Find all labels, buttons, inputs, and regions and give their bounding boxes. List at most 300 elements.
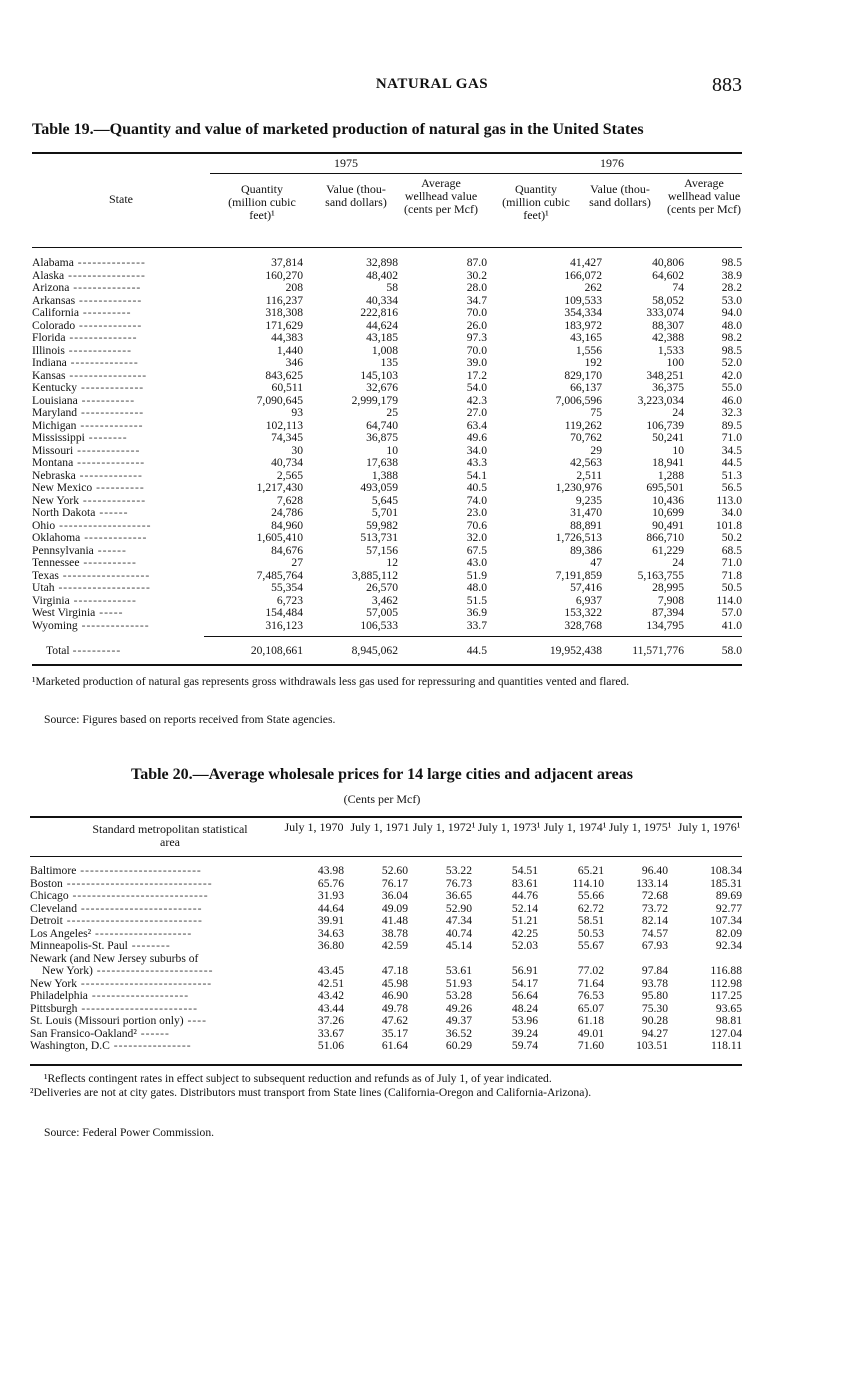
table19-header-rule — [32, 247, 742, 248]
table20-row — [30, 890, 742, 903]
state-name: California ---------- — [32, 307, 132, 319]
price-value: 62.72 — [577, 901, 604, 915]
state-name: New York ------------- — [32, 494, 147, 507]
table19-1975-rule — [210, 173, 482, 174]
price-value: 42.51 — [317, 976, 344, 990]
state-name: Ohio ------------------- — [32, 519, 152, 532]
price-value: 65.76 — [317, 876, 344, 890]
quantity-1975: 208 — [285, 281, 303, 294]
avg-1976: 52.0 — [721, 356, 742, 369]
quantity-1975: 116,237 — [265, 293, 303, 307]
table20-body — [30, 865, 742, 1053]
price-value: 117.25 — [710, 989, 742, 1002]
price-value: 82.14 — [641, 914, 668, 927]
value-1976: 1,288 — [657, 468, 684, 482]
quantity-1976: 153,322 — [564, 606, 602, 619]
value-1975: 493,059 — [360, 481, 398, 494]
avg-1975: 70.0 — [466, 343, 487, 357]
table20-row — [30, 1015, 742, 1028]
price-value: 53.96 — [511, 1014, 538, 1027]
total-avg-1975: 44.5 — [466, 644, 487, 657]
price-value: 43.42 — [317, 989, 344, 1002]
state-name: Utah ------------------- — [32, 582, 151, 594]
avg-1975: 70.0 — [466, 306, 487, 319]
value-1976: 24 — [672, 406, 684, 419]
table19-row — [32, 282, 742, 295]
price-value: 71.64 — [577, 976, 604, 990]
avg-1976: 98.2 — [721, 331, 742, 344]
state-name: Maryland ------------- — [32, 407, 145, 419]
area-name: Chicago ---------------------------- — [30, 890, 209, 902]
state-name: Louisiana ----------- — [32, 394, 136, 407]
value-1976: 5,163,755 — [637, 568, 684, 582]
quantity-1975: 6,723 — [276, 593, 303, 607]
avg-1976: 114.0 — [716, 593, 742, 607]
quantity-1975: 316,123 — [265, 618, 303, 632]
avg-1976: 28.2 — [721, 281, 742, 294]
value-1976: 50,241 — [652, 431, 684, 444]
area-name: Minneapolis-St. Paul -------- — [30, 940, 171, 952]
value-1975: 64,740 — [366, 418, 398, 432]
price-value: 49.01 — [577, 1026, 604, 1040]
state-name: Montana -------------- — [32, 457, 146, 469]
page-number: 883 — [712, 74, 742, 96]
avg-1976: 57.0 — [721, 606, 742, 619]
area-name: Pittsburgh ------------------------ — [30, 1002, 199, 1015]
price-value: 76.53 — [577, 989, 604, 1002]
state-name: Oklahoma ------------- — [32, 532, 148, 544]
price-value: 112.98 — [710, 976, 742, 990]
quantity-1975: 346 — [285, 356, 303, 369]
value-1975: 17,638 — [366, 456, 398, 469]
quantity-1976: 183,972 — [564, 318, 602, 332]
table20-row — [30, 1040, 742, 1053]
price-value: 51.93 — [445, 976, 472, 990]
state-name: Kansas ---------------- — [32, 369, 148, 382]
value-1976: 18,941 — [652, 456, 684, 469]
state-name: Illinois ------------- — [32, 344, 132, 357]
table19-header — [32, 155, 742, 247]
value-1975: 43,185 — [366, 331, 398, 344]
area-name: Newark (and New Jersey suburbs of — [30, 952, 199, 965]
quantity-1976: 1,556 — [575, 343, 602, 357]
price-value: 94.27 — [641, 1026, 668, 1040]
table20-bottom-rule — [30, 1064, 742, 1066]
quantity-1975: 84,676 — [271, 543, 303, 557]
table20-units: (Cents per Mcf) — [343, 792, 421, 806]
price-value: 40.74 — [445, 926, 472, 940]
table19-row — [32, 332, 742, 345]
quantity-1975: 55,354 — [271, 581, 303, 594]
value-1976: 134,795 — [646, 618, 684, 632]
price-value: 76.17 — [381, 876, 408, 890]
price-value: 133.14 — [636, 876, 668, 890]
state-name: Texas ------------------ — [32, 569, 151, 582]
area-name: Los Angeles² -------------------- — [30, 927, 193, 940]
table20-row — [30, 990, 742, 1003]
price-value: 45.98 — [381, 976, 408, 990]
area-name-continued: New York) ------------------------ — [42, 965, 214, 977]
price-value: 67.93 — [641, 939, 668, 952]
value-1976: 348,251 — [646, 368, 684, 382]
quantity-1975: 74,345 — [271, 431, 303, 444]
price-value: 55.66 — [577, 889, 604, 902]
table20-header-rule — [30, 856, 742, 857]
table20-source: Source: Federal Power Commission. — [44, 1126, 215, 1139]
state-name: Alaska ---------------- — [32, 269, 146, 282]
value-1975: 10 — [386, 443, 398, 457]
price-value: 75.30 — [641, 1001, 668, 1015]
table19-title: Table 19.—Quantity and value of marketed production of natural gas in the United States — [32, 121, 644, 138]
price-value: 93.78 — [641, 976, 668, 990]
price-value: 52.60 — [381, 864, 408, 877]
avg-1975: 39.0 — [466, 356, 487, 369]
quantity-1975: 30 — [291, 443, 303, 457]
state-name: Kentucky ------------- — [32, 382, 145, 394]
quantity-1975: 102,113 — [265, 418, 303, 432]
quantity-1975: 2,565 — [276, 468, 303, 482]
price-value: 52.14 — [511, 901, 538, 915]
quantity-1976: 29 — [590, 443, 602, 457]
avg-1976: 42.0 — [721, 368, 742, 382]
quantity-1975: 40,734 — [271, 456, 303, 469]
area-name: Philadelphia -------------------- — [30, 990, 190, 1002]
price-value: 49.78 — [381, 1001, 408, 1015]
price-value: 45.14 — [445, 939, 472, 952]
quantity-1975: 7,628 — [276, 493, 303, 507]
quantity-1976: 7,191,859 — [555, 568, 602, 582]
col-avg-1976: Average wellhead value (cents per Mcf) — [667, 176, 741, 216]
value-1976: 87,394 — [652, 606, 684, 619]
total-quantity-1976: 19,952,438 — [549, 644, 602, 657]
price-value: 36.04 — [381, 889, 408, 902]
price-value: 42.59 — [381, 939, 408, 952]
price-value: 33.67 — [317, 1026, 344, 1040]
price-value: 55.67 — [577, 939, 604, 952]
value-1976: 42,388 — [652, 331, 684, 344]
table19-row — [32, 532, 742, 545]
price-value: 51.21 — [511, 914, 538, 927]
table19-row — [32, 582, 742, 595]
state-name: Colorado ------------- — [32, 319, 143, 332]
avg-1975: 43.3 — [466, 456, 487, 469]
quantity-1975: 7,485,764 — [256, 568, 303, 582]
avg-1976: 32.3 — [721, 406, 742, 419]
table20-year-header: July 1, 1971 — [350, 820, 410, 834]
table19-row — [32, 457, 742, 470]
area-name: St. Louis (Missouri portion only) ---- — [30, 1015, 207, 1027]
price-value: 185.31 — [710, 876, 742, 890]
avg-1975: 43.0 — [466, 556, 487, 569]
quantity-1975: 318,308 — [265, 306, 303, 319]
quantity-1976: 119,262 — [564, 418, 602, 432]
price-value: 39.91 — [317, 914, 344, 927]
area-name: New York --------------------------- — [30, 977, 213, 990]
value-1975: 145,103 — [360, 368, 398, 382]
value-1976: 58,052 — [652, 293, 684, 307]
price-value: 59.74 — [511, 1039, 538, 1052]
quantity-1975: 1,440 — [276, 343, 303, 357]
price-value: 107.34 — [710, 914, 742, 927]
value-1975: 44,624 — [366, 318, 398, 332]
price-value: 38.78 — [381, 926, 408, 940]
price-value: 35.17 — [381, 1026, 408, 1040]
price-value: 72.68 — [641, 889, 668, 902]
price-value: 43.98 — [317, 864, 344, 877]
value-1976: 10,699 — [652, 506, 684, 519]
state-name: Missouri ------------- — [32, 444, 141, 457]
table19-row — [32, 357, 742, 370]
state-name: Alabama -------------- — [32, 257, 146, 269]
quantity-1975: 160,270 — [265, 268, 303, 282]
avg-1975: 30.2 — [466, 268, 487, 282]
value-1976: 90,491 — [652, 518, 684, 532]
avg-1975: 87.0 — [466, 256, 487, 269]
quantity-1975: 27 — [291, 556, 303, 569]
value-1975: 513,731 — [360, 531, 398, 544]
total-quantity-1975: 20,108,661 — [250, 644, 303, 657]
quantity-1975: 60,511 — [271, 381, 303, 394]
total-avg-1976: 58.0 — [721, 644, 742, 657]
avg-1976: 34.0 — [721, 506, 742, 519]
avg-1975: 48.0 — [466, 581, 487, 594]
value-1975: 3,462 — [371, 593, 398, 607]
avg-1975: 54.1 — [466, 468, 487, 482]
area-name: Boston ------------------------------ — [30, 877, 213, 890]
price-value: 47.18 — [381, 964, 408, 977]
avg-1976: 38.9 — [721, 268, 742, 282]
price-value: 53.28 — [445, 989, 472, 1002]
table20-footnote-2: ²Deliveries are not at city gates. Distributors must transport from State lines (California-Oregon and California-Arizona). — [30, 1086, 592, 1099]
table19-row — [32, 607, 742, 620]
col-quantity-1975: Quantity (million cubic feet)¹ — [228, 182, 296, 222]
price-value: 74.57 — [641, 926, 668, 940]
price-value: 61.18 — [577, 1014, 604, 1027]
avg-1976: 98.5 — [721, 256, 742, 269]
col-value-1976: Value (thou- sand dollars) — [589, 182, 651, 209]
quantity-1976: 6,937 — [575, 593, 602, 607]
table20-row — [30, 965, 742, 978]
quantity-1976: 70,762 — [570, 431, 602, 444]
price-value: 95.80 — [641, 989, 668, 1002]
avg-1975: 54.0 — [466, 381, 487, 394]
table19-total-rule — [204, 636, 742, 637]
quantity-1976: 1,726,513 — [555, 531, 602, 544]
table19-1976-rule — [482, 173, 742, 174]
price-value: 92.77 — [715, 901, 742, 915]
value-1975: 58 — [386, 281, 398, 294]
value-1976: 100 — [666, 356, 684, 369]
table19-top-rule — [32, 152, 742, 154]
price-value: 127.04 — [710, 1026, 742, 1040]
avg-1976: 113.0 — [716, 493, 742, 507]
table19-row — [32, 407, 742, 420]
price-value: 51.06 — [317, 1039, 344, 1052]
avg-1975: 51.5 — [466, 593, 487, 607]
price-value: 47.62 — [381, 1014, 408, 1027]
avg-1976: 46.0 — [721, 393, 742, 407]
value-1975: 40,334 — [366, 293, 398, 307]
price-value: 65.07 — [577, 1001, 604, 1015]
avg-1976: 50.2 — [721, 531, 742, 544]
table19-footnote: ¹Marketed production of natural gas represents gross withdrawals less gas used for repressuring and quantities vented and flared. — [32, 675, 630, 688]
price-value: 97.84 — [641, 964, 668, 977]
price-value: 46.90 — [381, 989, 408, 1002]
table20-row — [30, 865, 742, 878]
avg-1976: 34.5 — [721, 443, 742, 457]
area-name: Washington, D.C ---------------- — [30, 1040, 192, 1052]
price-value: 43.44 — [317, 1001, 344, 1015]
price-value: 56.64 — [511, 989, 538, 1002]
price-value: 77.02 — [577, 964, 604, 977]
value-1976: 695,501 — [646, 481, 684, 494]
avg-1976: 71.0 — [721, 431, 742, 444]
quantity-1976: 75 — [590, 406, 602, 419]
price-value: 76.73 — [445, 876, 472, 890]
avg-1975: 34.7 — [466, 293, 487, 307]
price-value: 90.28 — [641, 1014, 668, 1027]
table20-header — [30, 818, 742, 854]
avg-1975: 28.0 — [466, 281, 487, 294]
value-1976: 3,223,034 — [637, 393, 684, 407]
avg-1975: 40.5 — [466, 481, 487, 494]
quantity-1975: 171,629 — [265, 318, 303, 332]
avg-1976: 101.8 — [715, 518, 742, 532]
table19-row — [32, 257, 742, 270]
avg-1976: 55.0 — [721, 381, 742, 394]
avg-1976: 98.5 — [721, 343, 742, 357]
quantity-1976: 42,563 — [570, 456, 602, 469]
quantity-1975: 93 — [291, 406, 303, 419]
avg-1976: 41.0 — [721, 618, 742, 632]
table20-row — [30, 940, 742, 953]
price-value: 89.69 — [715, 889, 742, 902]
value-1975: 135 — [380, 356, 398, 369]
table19-row — [32, 482, 742, 495]
value-1975: 5,701 — [371, 506, 398, 519]
quantity-1975: 154,484 — [265, 606, 303, 619]
price-value: 65.21 — [577, 864, 604, 877]
value-1975: 25 — [386, 406, 398, 419]
value-1976: 36,375 — [652, 381, 684, 394]
value-1976: 64,602 — [652, 268, 684, 282]
avg-1976: 56.5 — [721, 481, 742, 494]
table19-bottom-rule — [32, 664, 742, 666]
avg-1976: 68.5 — [721, 543, 742, 557]
price-value: 60.29 — [445, 1039, 472, 1052]
state-name: West Virginia ----- — [32, 607, 124, 619]
table20-year-header: July 1, 1975¹ — [608, 820, 672, 834]
price-value: 118.11 — [710, 1039, 742, 1052]
price-value: 52.90 — [445, 901, 472, 915]
state-name: Indiana -------------- — [32, 357, 139, 369]
state-name: Virginia ------------- — [32, 594, 137, 607]
price-value: 73.72 — [641, 901, 668, 915]
table19-year-1976: 1976 — [600, 156, 624, 170]
state-name: Tennessee ----------- — [32, 557, 137, 569]
value-1976: 866,710 — [646, 531, 684, 544]
avg-1975: 33.7 — [466, 618, 487, 632]
state-name: Florida -------------- — [32, 332, 138, 344]
avg-1976: 89.5 — [721, 418, 742, 432]
avg-1975: 36.9 — [466, 606, 487, 619]
value-1975: 2,999,179 — [351, 393, 398, 407]
table20-year-header: July 1, 1973¹ — [477, 820, 541, 834]
price-value: 36.65 — [445, 889, 472, 902]
value-1975: 32,898 — [366, 256, 398, 269]
value-1975: 59,982 — [366, 518, 398, 532]
avg-1976: 71.0 — [721, 556, 742, 569]
quantity-1976: 89,386 — [570, 543, 602, 557]
price-value: 103.51 — [636, 1039, 668, 1052]
price-value: 58.51 — [577, 914, 604, 927]
quantity-1976: 2,511 — [576, 468, 602, 482]
price-value: 82.09 — [715, 926, 742, 940]
area-name: Cleveland ------------------------- — [30, 902, 203, 915]
state-name: Pennsylvania ------ — [32, 544, 127, 557]
value-1976: 7,908 — [657, 593, 684, 607]
value-1975: 3,885,112 — [352, 568, 398, 582]
price-value: 42.25 — [511, 926, 538, 940]
value-1976: 88,307 — [652, 318, 684, 332]
state-name: North Dakota ------ — [32, 507, 129, 519]
avg-1975: 49.6 — [466, 431, 487, 444]
price-value: 49.26 — [445, 1001, 472, 1015]
area-name: San Fransico-Oakland² ------ — [30, 1027, 170, 1040]
price-value: 36.52 — [445, 1026, 472, 1040]
quantity-1976: 328,768 — [564, 618, 602, 632]
price-value: 49.37 — [445, 1014, 472, 1027]
value-1975: 26,570 — [366, 581, 398, 594]
price-value: 36.80 — [317, 939, 344, 952]
avg-1975: 67.5 — [466, 543, 487, 557]
avg-1976: 44.5 — [721, 456, 742, 469]
price-value: 54.17 — [511, 976, 538, 990]
avg-1976: 94.0 — [721, 306, 742, 319]
table20-title: Table 20.—Average wholesale prices for 14 large cities and adjacent areas — [131, 766, 633, 783]
value-1976: 61,229 — [652, 543, 684, 557]
col-quantity-1976: Quantity (million cubic feet)¹ — [502, 182, 570, 222]
area-name: Detroit ---------------------------- — [30, 915, 203, 927]
table19-body — [32, 257, 742, 632]
quantity-1976: 109,533 — [564, 293, 602, 307]
state-name: Mississippi -------- — [32, 432, 128, 444]
value-1975: 32,676 — [366, 381, 398, 394]
quantity-1975: 37,814 — [271, 256, 303, 269]
avg-1976: 50.5 — [721, 581, 742, 594]
value-1975: 57,156 — [366, 543, 398, 557]
state-name: New Mexico ---------- — [32, 482, 145, 494]
avg-1975: 17.2 — [466, 368, 487, 382]
col-avg-1975: Average wellhead value (cents per Mcf) — [404, 176, 478, 216]
total-label: Total ---------- — [46, 645, 122, 657]
table20-year-header: July 1, 1972¹ — [412, 820, 476, 834]
price-value: 47.34 — [445, 914, 472, 927]
state-name: Arkansas ------------- — [32, 294, 143, 307]
price-value: 39.24 — [511, 1026, 538, 1040]
table20-area-header: Standard metropolitan statistical area — [92, 822, 248, 849]
avg-1975: 51.9 — [466, 568, 487, 582]
quantity-1976: 1,230,976 — [555, 481, 602, 494]
avg-1975: 70.6 — [466, 518, 487, 532]
price-value: 93.65 — [715, 1001, 742, 1015]
quantity-1976: 7,006,596 — [555, 393, 602, 407]
state-name: Wyoming -------------- — [32, 619, 150, 632]
value-1976: 74 — [672, 281, 684, 294]
price-value: 52.03 — [511, 939, 538, 952]
quantity-1975: 843,625 — [265, 368, 303, 382]
total-value-1976: 11,571,776 — [632, 644, 684, 657]
